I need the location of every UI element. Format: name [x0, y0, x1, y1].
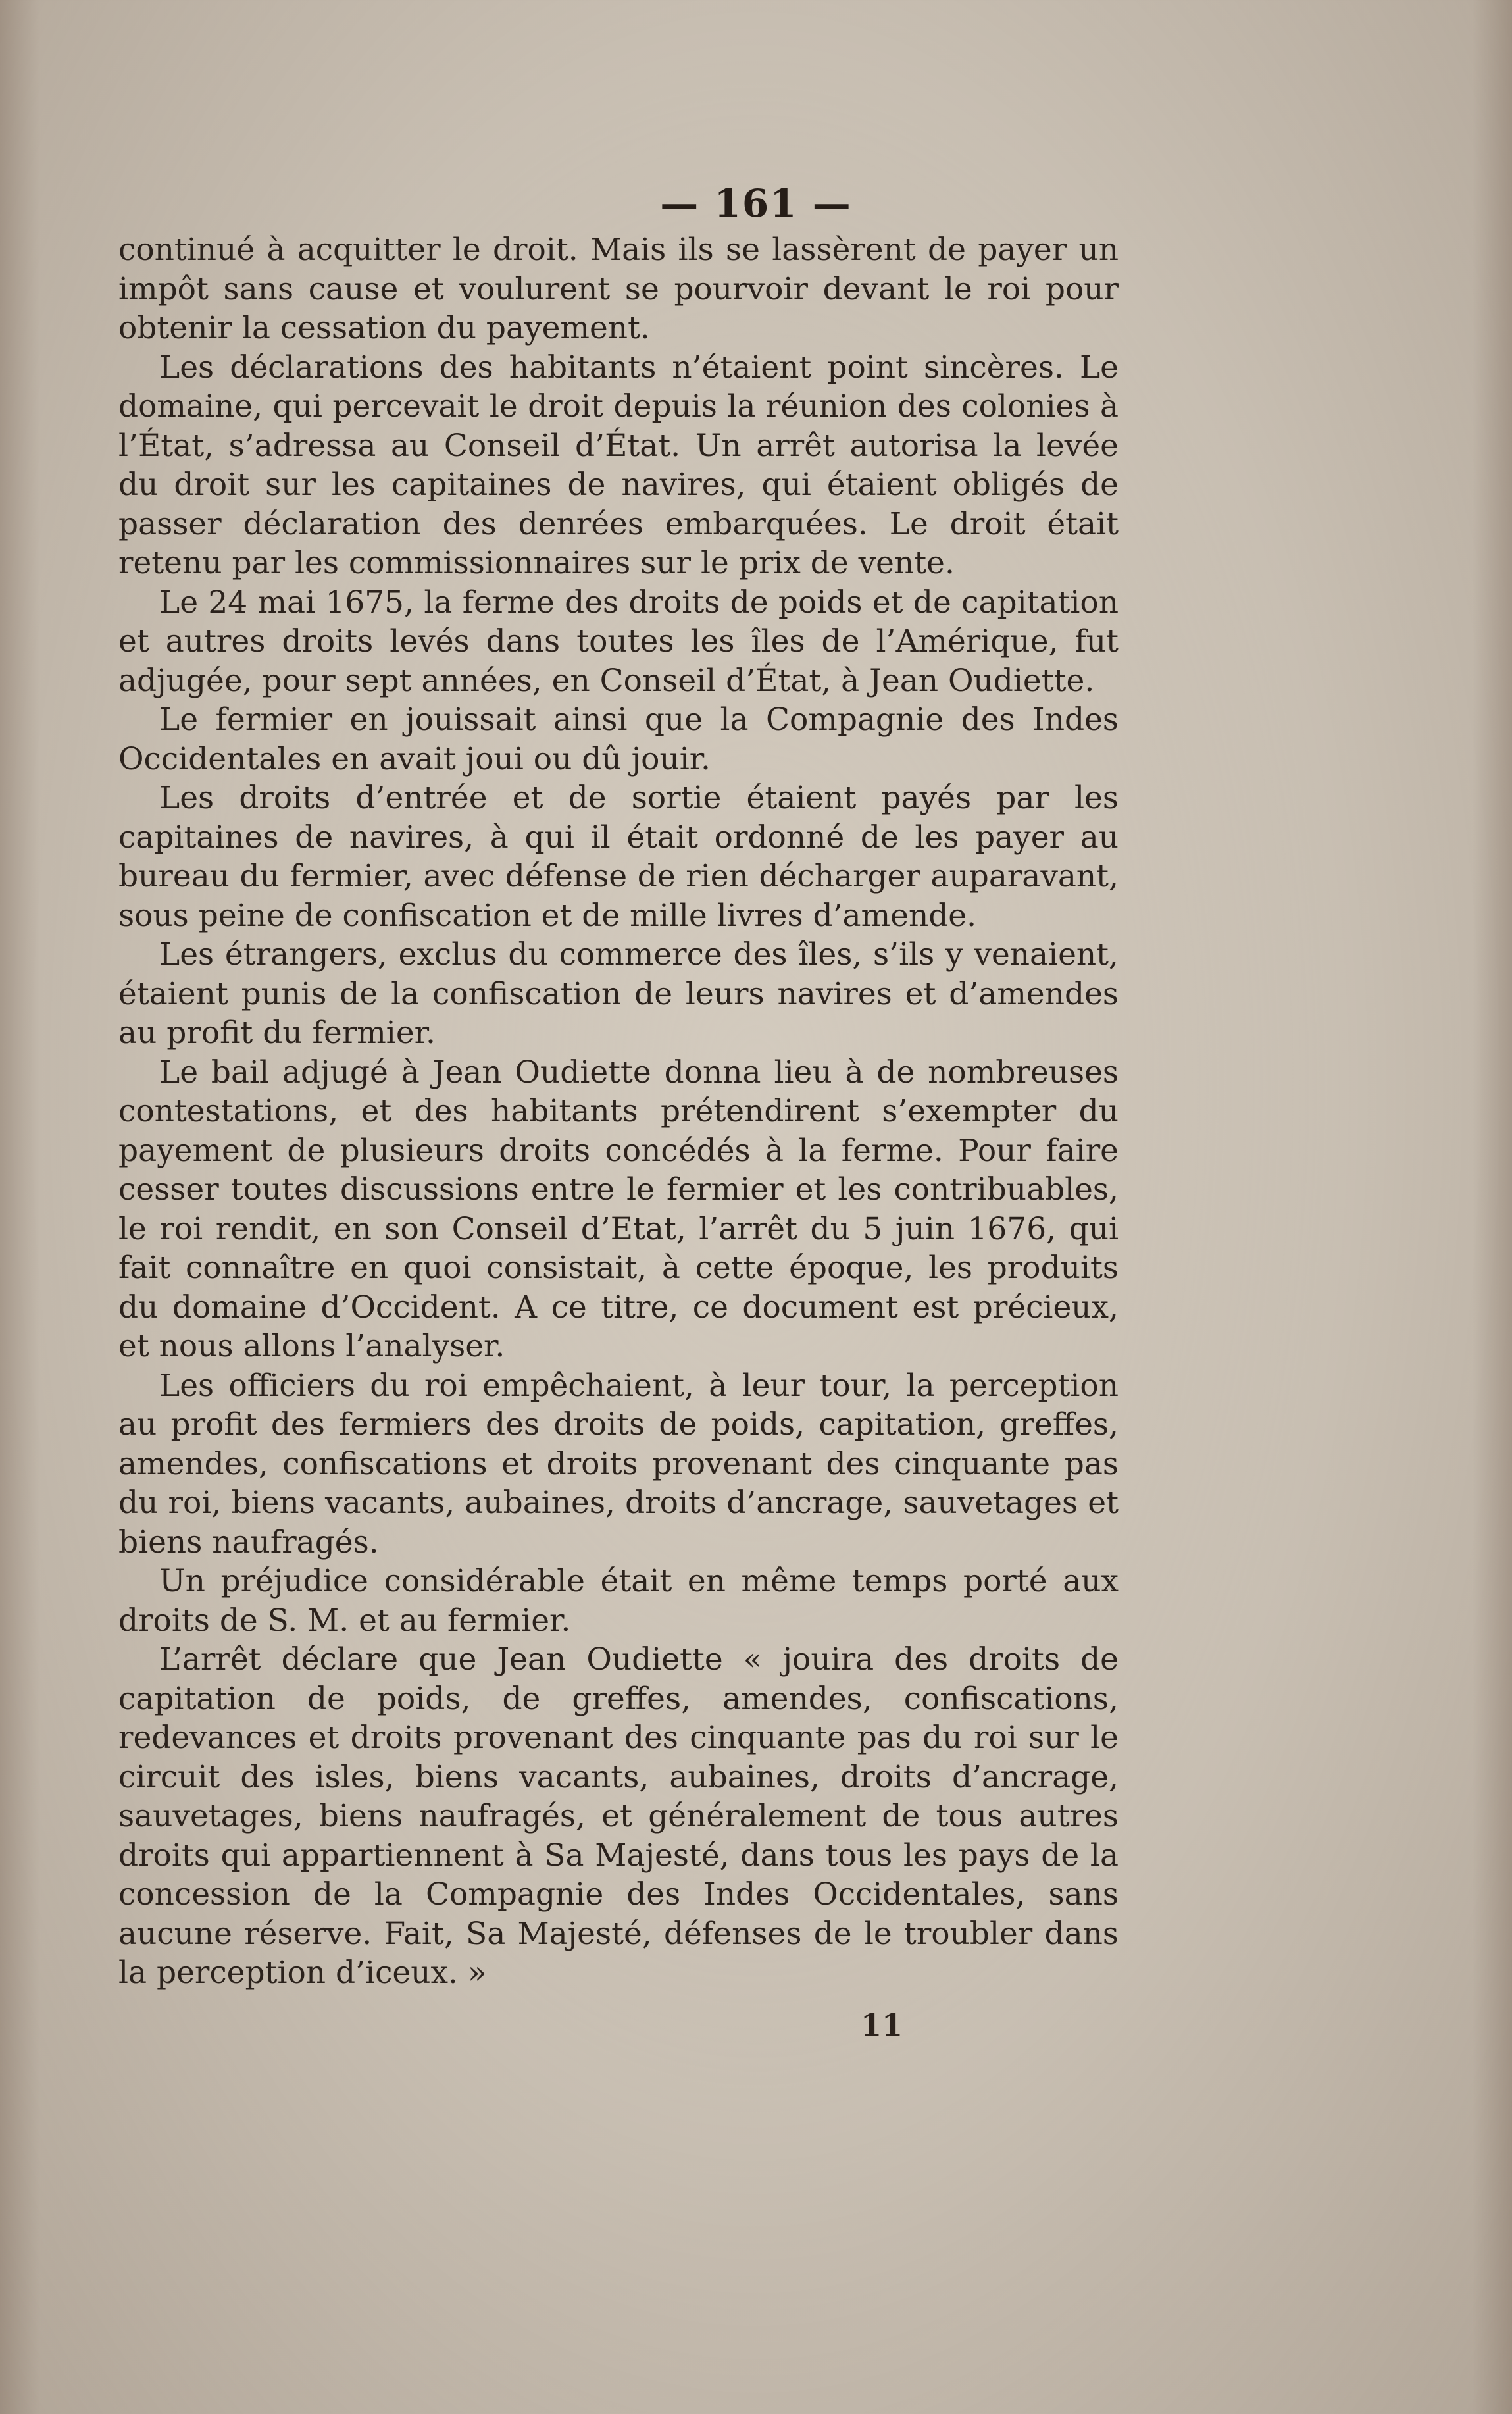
paragraph: Le fermier en jouissait ainsi que la Compagnie des Indes Occidentales en avait joui ou dû jouir.: [118, 702, 1119, 777]
paragraph: Le bail adjugé à Jean Oudiette donna lieu à de nombreuses contestations, et des habitants prétendirent s’exempter du payement de plusieurs droits concédés à la ferme. Pour faire cesser toutes discussions entre le fermier et les contribuables, le roi rendit, en son Conseil d’Etat, l’arrêt du 5 juin 1676, qui fait connaître en quoi consistait, à cette époque, les produits du domaine d’Occident. A ce titre, ce document est précieux, et nous allons l’analyser.: [118, 1054, 1119, 1364]
paragraph: Les officiers du roi empêchaient, à leur tour, la perception au profit des fermiers des droits de poids, capitation, greffes, amendes, confiscations et droits provenant des cinquante pas du roi, biens vacants, aubaines, droits d’ancrage, sauvetages et biens naufragés.: [118, 1367, 1119, 1560]
paragraph: Les déclarations des habitants n’étaient point sincères. Le domaine, qui percevait le droit depuis la réunion des colonies à l’État, s’adressa au Conseil d’État. Un arrêt autorisa la levée du droit sur les capitaines de navires, qui étaient obligés de passer déclaration des denrées embarquées. Le droit était retenu par les commissionnaires sur le prix de vente.: [118, 349, 1119, 581]
paragraph: Les étrangers, exclus du commerce des îles, s’ils y venaient, étaient punis de la confiscation de leurs navires et d’amendes au profit du fermier.: [118, 937, 1119, 1051]
paragraph: L’arrêt déclare que Jean Oudiette « jouira des droits de capitation de poids, de greffes, amendes, confiscations, redevances et droits provenant des cinquante pas du roi sur le circuit des isles, biens vacants, aubaines, droits d’ancrage, sauvetages, biens naufragés, et généralement de tous autres droits qui appartiennent à Sa Majesté, dans tous les pays de la concession de la Compagnie des Indes Occidentales, sans aucune réserve. Fait, Sa Majesté, défenses de le troubler dans la perception d’iceux. »: [118, 1641, 1119, 1991]
paragraph: Un préjudice considérable était en même temps porté aux droits de S. M. et au fermier.: [118, 1563, 1119, 1639]
page-edge-shadow-right: [1473, 0, 1512, 2414]
page-number: — 161 —: [660, 181, 852, 226]
paragraph: Le 24 mai 1675, la ferme des droits de poids et de capitation et autres droits levés dans toutes les îles de l’Amérique, fut adjugée, pour sept années, en Conseil d’État, à Jean Oudiette.: [118, 584, 1119, 699]
page-edge-shadow-left: [0, 0, 39, 2414]
body-text: [118, 230, 1119, 1993]
paragraph: Les droits d’entrée et de sortie étaient payés par les capitaines de navires, à qui il était ordonné de les payer au bureau du fermier, avec défense de rien décharger auparavant, sous peine de confiscation et de mille livres d’amende.: [118, 780, 1119, 934]
paragraph-continued: continué à acquitter le droit. Mais ils se lassèrent de payer un impôt sans cause et voulurent se pourvoir devant le roi pour obtenir la cessation du payement.: [118, 232, 1119, 346]
signature-mark: 11: [860, 2007, 903, 2043]
